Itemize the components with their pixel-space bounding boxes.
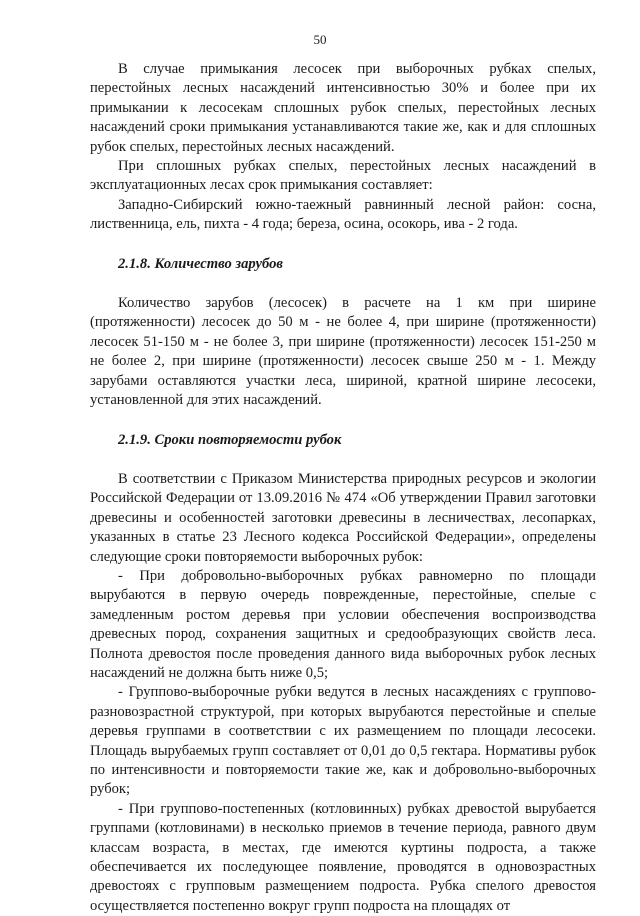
paragraph-order-reference: В соответствии с Приказом Министерства природных ресурсов и экологии Российской Федерации от 13.09.2016 № 474 «Об утверждении Правил заготовки древесины и особенностей заготовки древесины в лесничествах, лесопарках, указанных в статье 23 Лесного кодекса Российской Федерации», определены следующие сроки повторяемости выборочных рубок:: [90, 470, 596, 565]
section-heading-2-1-9: 2.1.9. Сроки повторяемости рубок: [118, 431, 342, 448]
paragraph-adjacency-selective: В случае примыкания лесосек при выборочных рубках спелых, перестойных лесных насаждений интенсивностью 30% и более при их примыкании к лесосекам сплошных рубок спелых, перестойных лесных насаждений сроки примыкания устанавливаются такие же, как и для сплошных рубок спелых, перестойных лесных насаждений.: [90, 61, 596, 155]
section-heading-2-1-8: 2.1.8. Количество зарубов: [118, 255, 283, 272]
paragraph-forest-district: Западно-Сибирский южно-таежный равнинный лесной район: сосна, лиственница, ель, пихта - 4 года; береза, осина, осокорь, ива - 2 года.: [90, 196, 596, 233]
page-content: [90, 60, 596, 916]
paragraph-adjacency-clear-cut: При сплошных рубках спелых, перестойных лесных насаждений в эксплуатационных лесах срок примыкания составляет:: [90, 158, 596, 194]
page-number: 50: [313, 32, 327, 47]
paragraph-group-gradual: - При группово-постепенных (котловинных) рубках древостой вырубается группами (котловинами) в несколько приемов в течение периода, равного двум классам возраста, в местах, где имеются куртины подроста, а также обеспечивается их последующее появление, проводятся в одновозрастных древостоях с групповым размещением подроста. Рубка спелого древостоя осуществляется постепенно вокруг групп подроста на площадях от: [90, 800, 596, 914]
paragraph-cuts-count: Количество зарубов (лесосек) в расчете на 1 км при ширине (протяженности) лесосек до 50 м - не более 4, при ширине (протяженности) лесосек 51-150 м - не более 3, при ширине (протяженности) лесосек 151-250 м не более 2, при ширине (протяженности) лесосек свыше 250 м - 1. Между зарубами оставляются участки леса, шириной, кратной ширине лесосеки, установленной для этих насаждений.: [90, 295, 596, 409]
paragraph-voluntary-selective: - При добровольно-выборочных рубках равномерно по площади вырубаются в первую очередь поврежденные, перестойные, спелые с замедленным ростом деревья при условии обеспечения воспроизводства древесных пород, сохранения защитных и средообразующих свойств леса. Полнота древостоя после проведения данного вида выборочных рубок лесных насаждений не должна быть ниже 0,5;: [90, 567, 596, 681]
paragraph-group-selective: - Группово-выборочные рубки ведутся в лесных насаждениях с группово-разновозрастной структурой, при которых вырубаются перестойные и спелые деревья группами в соответствии с их размещением по площади лесосеки. Площадь вырубаемых групп составляет от 0,01 до 0,5 гектара. Нормативы рубок по интенсивности и повторяемости такие же, как и добровольно-выборочных рубок;: [90, 684, 596, 798]
